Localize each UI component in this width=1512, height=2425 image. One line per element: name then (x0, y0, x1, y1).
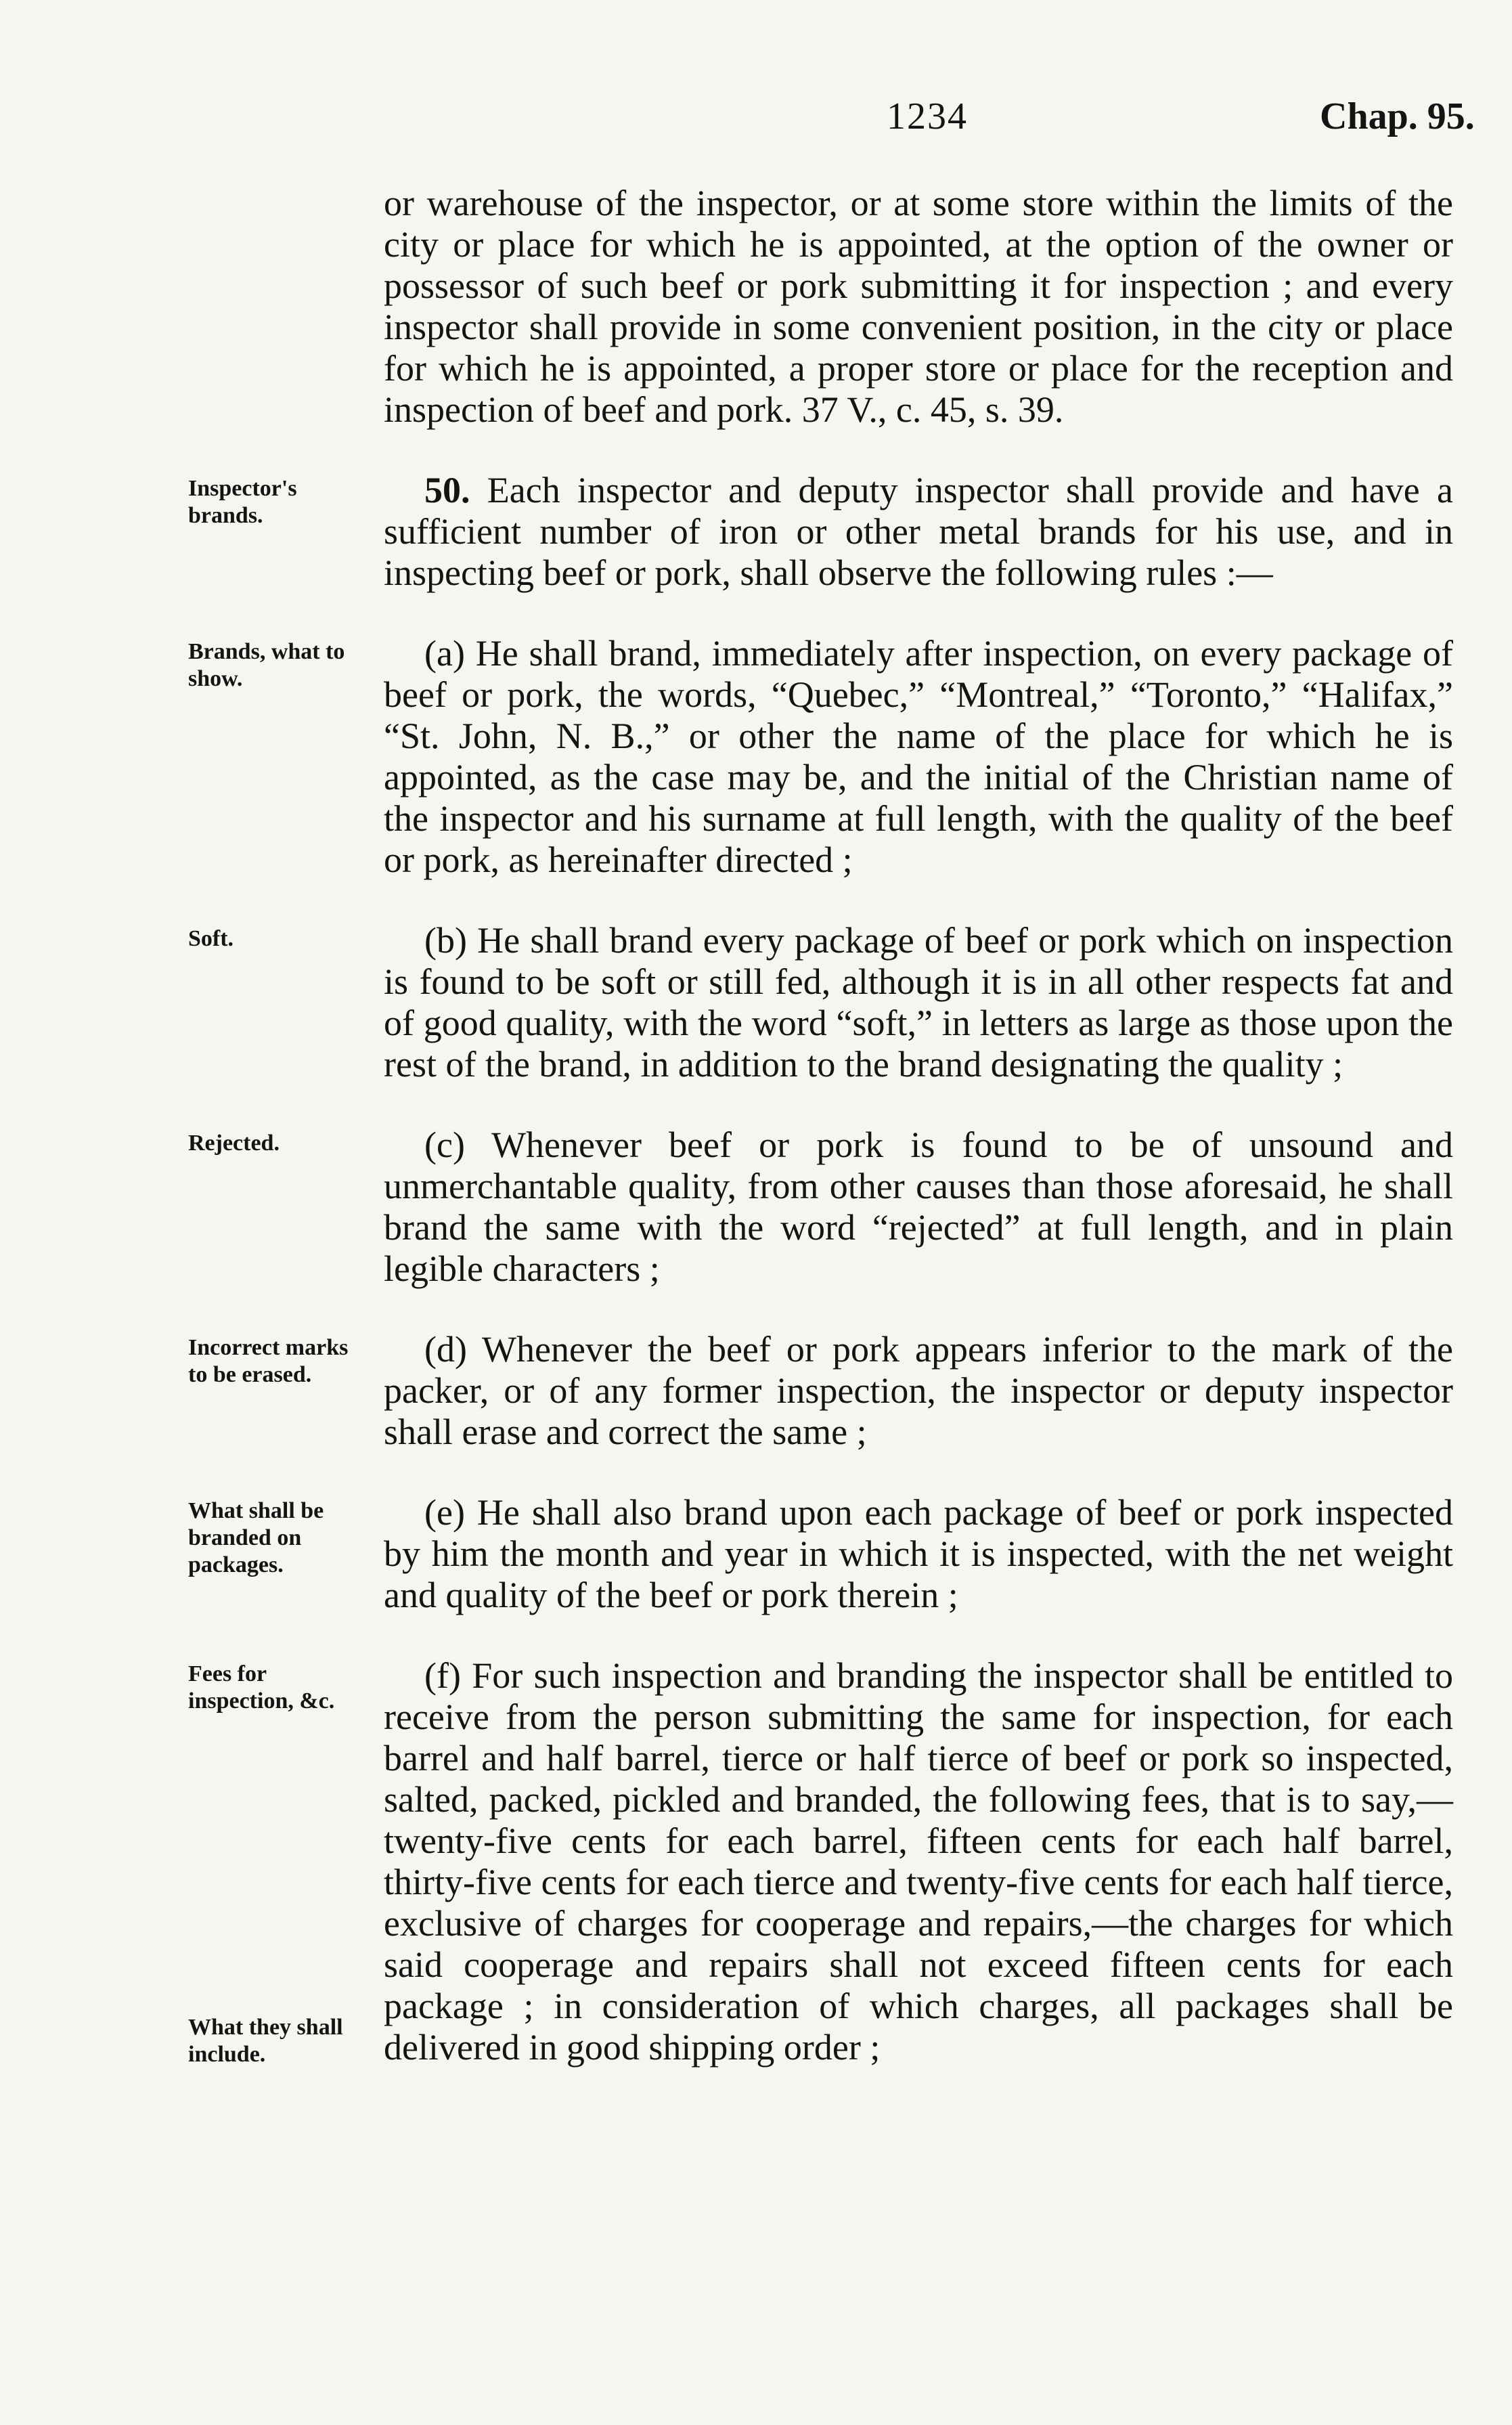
margin-note: Fees for inspection, &c. (188, 1661, 335, 1713)
rule-text-wrapper (384, 1124, 1453, 1290)
margin-note: Soft. (188, 926, 234, 951)
rule-f (0, 1655, 1512, 2068)
page-body (0, 183, 1512, 2107)
rule-text: (b) He shall brand every package of beef or pork which on inspection is found to be soft or still fed, although it is in all other respects fat and of good quality, with the word “soft,” in letters as large as those upon the rest of the brand, in addition to the brand designating the quality ; (384, 920, 1453, 1085)
rule-text-wrapper (384, 920, 1453, 1085)
rule-a (0, 633, 1512, 881)
rule-e (0, 1492, 1512, 1616)
margin-note: Rejected. (188, 1131, 280, 1156)
page-header (0, 95, 1512, 149)
section-50 (0, 470, 1512, 594)
margin-note-include: What they shall include. (188, 2015, 343, 2067)
rule-text-wrapper (384, 633, 1453, 881)
rule-d (0, 1329, 1512, 1453)
rule-text: (c) Whenever beef or pork is found to be of unsound and unmerchantable quality, from other causes than those aforesaid, he shall brand the same with the word “rejected” at full length, and in plain legible characters ; (384, 1124, 1453, 1289)
rule-text: (e) He shall also brand upon each package of beef or pork inspected by him the month and year in which it is inspected, with the net weight and quality of the beef or pork therein ; (384, 1492, 1453, 1615)
rule-c (0, 1124, 1512, 1290)
section-text: or warehouse of the inspector, or at some store within the limits of the city or place for which he is appointed, at the option of the owner or possessor of such beef or pork submitting it for inspection ; and every inspector shall provide in some convenient position, in the city or place for which he is appointed, a proper store or place for the reception and inspection of beef and pork. 37 V., c. 45, s. 39. (384, 183, 1453, 430)
margin-note: Incorrect marks to be erased. (188, 1335, 349, 1387)
rule-text-wrapper (384, 1329, 1453, 1453)
rule-text: (a) He shall brand, immediately after inspection, on every package of beef or pork, the words, “Quebec,” “Montreal,” “Toronto,” “Halifax,” “St. John, N. B.,” or other the name of the place for which he is appointed, as the case may be, and the initial of the Christian name of the inspector and his surname at full length, with the quality of the beef or pork, as hereinafter directed ; (384, 633, 1453, 880)
rule-text: (d) Whenever the beef or pork appears inferior to the mark of the packer, or of any former inspection, the inspector or deputy inspector shall erase and correct the same ; (384, 1329, 1453, 1452)
margin-note: What shall be branded on packages. (188, 1498, 324, 1577)
rule-b (0, 920, 1512, 1085)
section-text-wrapper (384, 470, 1453, 594)
section-number: 50. (424, 470, 470, 510)
section-text: Each inspector and deputy inspector shall provide and have a sufficient number of iron or other metal brands for his use, and in inspecting beef or pork, shall observe the following rules :— (384, 470, 1453, 593)
rule-text: (f) For such inspection and branding the inspector shall be entitled to receive from the person submitting the same for inspection, for each barrel and half barrel, tierce or half tierce of beef or pork so inspected, salted, packed, pickled and branded, the following fees, that is to say,—twenty-five cents for each barrel, fifteen cents for each half barrel, thirty-five cents for each tierce and twenty-five cents for each half tierce, exclusive of charges for cooperage and repairs,—the charges for which said cooperage and repairs shall not exceed fifteen cents for each package ; in consideration of which charges, all packages shall be delivered in good shipping order ; (384, 1655, 1453, 2068)
section-continuation (0, 183, 1512, 431)
margin-note: Brands, what to show. (188, 639, 345, 691)
page-number: 1234 (887, 95, 968, 137)
chapter-label: Chap. 95. (1320, 95, 1475, 137)
margin-note: Inspector's brands. (188, 476, 297, 528)
rule-text-wrapper (384, 1655, 1453, 2068)
rule-text-wrapper (384, 1492, 1453, 1616)
